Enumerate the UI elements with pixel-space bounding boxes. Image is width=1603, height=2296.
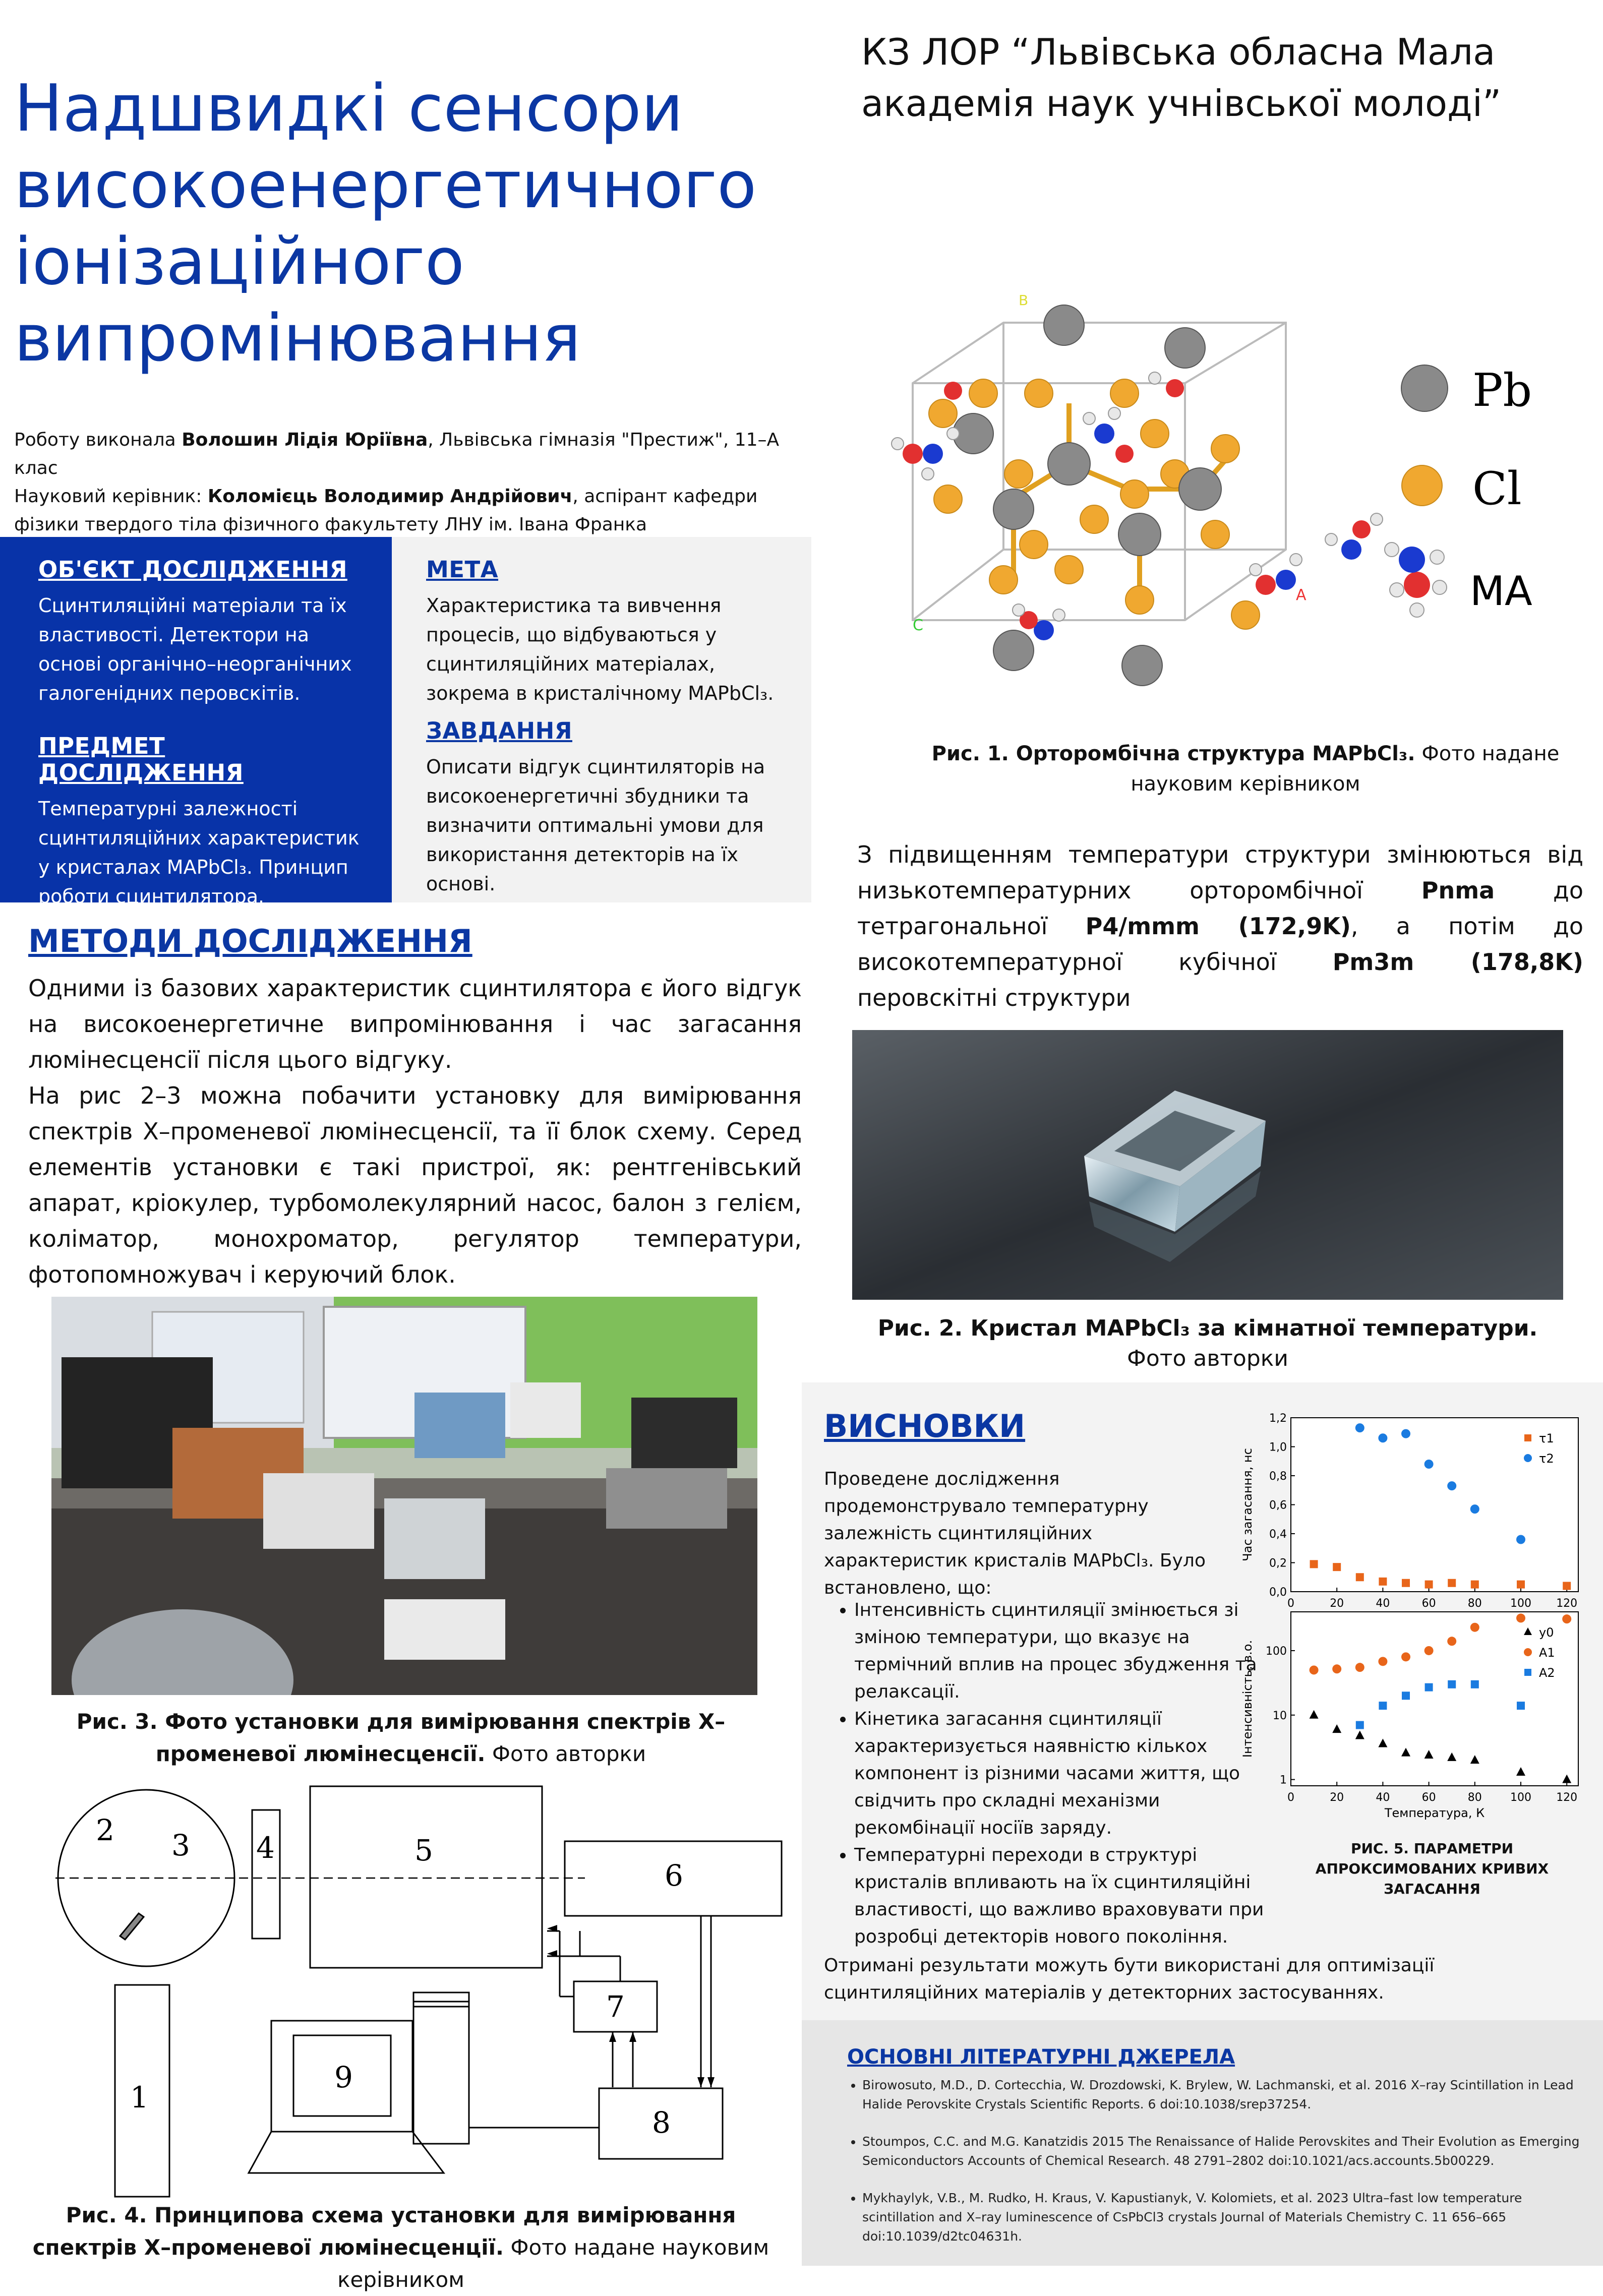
axis-label-b: B <box>1019 292 1029 309</box>
cl-legend-marker <box>1402 465 1442 506</box>
axis-label-c: C <box>913 617 923 634</box>
object-heading: ОБ'ЄКТ ДОСЛІДЖЕННЯ <box>38 556 347 583</box>
schematic-label-9: 9 <box>334 2060 353 2094</box>
chart-y-tick-label: 1,0 <box>1269 1441 1287 1454</box>
chart-x-tick-label: 20 <box>1330 1791 1344 1804</box>
chart-point-A2 <box>1379 1702 1387 1710</box>
setup-photo <box>51 1297 757 1695</box>
conclusions-intro: Проведене дослідження продемонструвало температурну залежність сцинтиляційних характеристик кристалів MAPbCl₃. Було встановлено, що: <box>824 1469 1206 1598</box>
structure-legend <box>1385 364 1532 617</box>
methods-text <box>28 971 802 1293</box>
ma-legend-marker <box>1385 542 1447 617</box>
ma-legend-label: MA <box>1470 568 1532 615</box>
chart-point-A2 <box>1356 1721 1364 1729</box>
chart-y-tick-label: 0,4 <box>1269 1528 1287 1541</box>
setup-photo-illustration <box>51 1297 757 1695</box>
chart-x-tick-label: 20 <box>1330 1597 1344 1610</box>
supervisor-affiliation: , аспірант кафедри фізики твердого тіла фізичного факультету ЛНУ ім. Івана Франка <box>14 486 758 535</box>
chart-legend-label: A2 <box>1539 1666 1555 1680</box>
chart-point-A2 <box>1471 1680 1479 1688</box>
schematic-label-8: 8 <box>652 2105 671 2140</box>
subject-section <box>38 733 371 911</box>
references-list <box>847 2076 1588 2264</box>
chart-point-A2 <box>1448 1680 1456 1688</box>
chart-x-tick-label: 0 <box>1287 1597 1294 1610</box>
chart-point-A1 <box>1355 1663 1364 1672</box>
schematic-label-6: 6 <box>665 1858 683 1893</box>
chart-point-τ2 <box>1424 1460 1434 1469</box>
figure-1-caption <box>918 739 1573 799</box>
conclusions-final: Отримані результати можуть бути використані для оптимізації сцинтиляційних матеріалів у детекторних застосуваннях. <box>824 1955 1435 2003</box>
chart-y-axis-label: Інтенсивність, в.о. <box>1240 1640 1255 1758</box>
schematic-diagram <box>55 1785 787 2198</box>
chart-x-tick-label: 40 <box>1376 1597 1390 1610</box>
supervisor-line <box>14 482 801 539</box>
chart-legend-marker <box>1524 1454 1532 1462</box>
reference-item: • Birowosuto, M.D., D. Cortecchia, W. Drozdowski, K. Brylew, W. Lachmanski, et al. 2016 X–ray Scintillation in Lead Halide Perovskite Crystals Scientific Reports. 6 doi:10.1038/srep37254. <box>862 2076 1588 2114</box>
chart-point-τ1 <box>1563 1582 1571 1590</box>
chart-y-tick-label: 100 <box>1266 1645 1287 1658</box>
pb-legend-label: Pb <box>1472 364 1532 417</box>
decay-parameters-svg <box>1235 1413 1588 1856</box>
methods-paragraph-1: Одними із базових характеристик сцинтилятора є його відгук на високоенергетичне випромінювання і час загасання люмінесценсії після цього відгуку. <box>28 975 802 1073</box>
chart-point-τ1 <box>1471 1581 1479 1589</box>
chart-y-tick-label: 1 <box>1280 1774 1287 1787</box>
chart-point-τ1 <box>1517 1581 1525 1589</box>
conclusion-item: • Температурні переходи в структурі кристалів впливають на їх сцинтиляційні властивості, що важливо враховувати при розробці детекторів нового покоління. <box>854 1842 1278 1951</box>
chart-point-τ2 <box>1516 1535 1525 1544</box>
goal-text: Характеристика та вивчення процесів, що відбуваються у сцинтиляційних матеріалах, зокрема в кристалічному MAPbCl₃. <box>426 594 774 704</box>
schematic-label-2: 2 <box>96 1813 114 1847</box>
chart-legend-marker <box>1524 1669 1531 1676</box>
authors-block <box>14 426 801 539</box>
crystal-structure-figure <box>852 267 1583 706</box>
tasks-section <box>426 717 794 898</box>
chart-point-A1 <box>1378 1657 1387 1666</box>
chart-point-A1 <box>1516 1613 1525 1622</box>
phase-p4mmm: P4/mmm (172,9K) <box>1085 913 1351 940</box>
chart-point-A2 <box>1517 1702 1525 1710</box>
figure-1-caption-credit: Фото надане науковим керівником <box>1131 742 1560 796</box>
conclusions-list <box>824 1597 1278 1951</box>
chart-x-tick-label: 100 <box>1510 1597 1531 1610</box>
crystal-photo-illustration <box>852 1030 1563 1300</box>
figure-3-caption-credit: Фото авторки <box>485 1741 646 1766</box>
chart-x-tick-label: 80 <box>1467 1597 1482 1610</box>
schematic-label-7: 7 <box>606 1989 625 2024</box>
chart-point-A1 <box>1424 1646 1434 1655</box>
chart-point-A1 <box>1401 1652 1410 1661</box>
chart-point-A1 <box>1470 1623 1479 1632</box>
chart-y-tick-label: 10 <box>1273 1709 1287 1722</box>
figure-3-caption-title: Рис. 3. Фото установки для вимірювання спектрів Х–променевої люмінесценсії. <box>76 1709 726 1766</box>
supervisor-name: Коломієць Володимир Андрійович <box>207 486 573 507</box>
chart-point-τ1 <box>1333 1563 1341 1571</box>
transitions-text-4: перовскітні структури <box>857 984 1131 1011</box>
figure-4-caption <box>20 2199 782 2296</box>
figure-3-caption <box>20 1706 782 1770</box>
chart-x-tick-label: 60 <box>1421 1597 1436 1610</box>
chart-point-τ2 <box>1470 1504 1479 1514</box>
chart-y-tick-label: 0,0 <box>1269 1586 1287 1599</box>
transitions-text-3: , а потім до високотемпературної кубічної <box>857 913 1584 976</box>
pb-legend-marker <box>1401 365 1448 411</box>
references-panel <box>802 2020 1603 2266</box>
conclusion-item: • Кінетика загасання сцинтиляції характеризується наявністю кількох компонент із різними часами життя, що свідчить про складні механізми рекомбінації носіїв заряду. <box>854 1706 1278 1842</box>
axis-label-a: A <box>1296 586 1307 604</box>
chart-y-tick-label: 0,2 <box>1269 1557 1287 1570</box>
phase-pnma: Pnma <box>1421 877 1495 904</box>
figure-2-caption-title: Рис. 2. Кристал MAPbCl₃ за кімнатної температури. <box>877 1315 1538 1341</box>
chart-point-A1 <box>1562 1614 1571 1623</box>
cl-legend-label: Cl <box>1472 462 1522 515</box>
chart-x-tick-label: 120 <box>1556 1791 1578 1804</box>
methods-heading: МЕТОДИ ДОСЛІДЖЕННЯ <box>28 923 472 959</box>
reference-item: • Stoumpos, C.C. and M.G. Kanatzidis 2015 The Renaissance of Halide Perovskites and Their Evolution as Emerging Semiconductors Accounts of Chemical Research. 48 2791–2802 doi:10.1021/acs.accounts.5b00229. <box>862 2132 1588 2170</box>
conclusions-heading: ВИСНОВКИ <box>824 1408 1026 1444</box>
figure-2-caption-credit: Фото авторки <box>1127 1346 1288 1371</box>
phase-transitions-text <box>857 837 1583 1016</box>
chart-point-A1 <box>1310 1665 1319 1674</box>
schematic-label-4: 4 <box>256 1831 275 1865</box>
chart-x-tick-label: 40 <box>1376 1791 1390 1804</box>
transitions-text-2: до тетрагональної <box>857 877 1584 940</box>
chart-x-axis-label: Температура, К <box>1384 1806 1485 1820</box>
conclusion-item: • Інтенсивність сцинтиляції змінюється зі зміною температури, що вказує на термічний вплив на процес збудження та релаксації. <box>854 1597 1278 1706</box>
chart-legend-label: y0 <box>1539 1625 1554 1640</box>
chart-y-tick-label: 0,8 <box>1269 1470 1287 1483</box>
object-section <box>38 556 371 708</box>
chart-x-tick-label: 60 <box>1421 1791 1436 1804</box>
chart-legend-label: A1 <box>1539 1646 1555 1660</box>
schematic-label-5: 5 <box>414 1833 433 1867</box>
author-prefix: Роботу виконала <box>14 430 182 450</box>
chart-point-τ2 <box>1355 1423 1364 1432</box>
subject-text: Температурні залежності сцинтиляційних характеристик у кристалах MAPbCl₃. Принцип роботи сцинтилятора. <box>38 798 360 908</box>
chart-point-τ1 <box>1448 1579 1456 1587</box>
schematic-label-1: 1 <box>130 2080 149 2114</box>
chart-x-tick-label: 0 <box>1287 1791 1294 1804</box>
chart-y-tick-label: 0,6 <box>1269 1499 1287 1512</box>
figure-4-caption-credit: Фото надане науковим керівником <box>337 2235 769 2292</box>
goal-tasks-panel <box>392 537 811 902</box>
author-line <box>14 426 801 482</box>
chart-point-A1 <box>1332 1664 1341 1673</box>
chart-x-tick-label: 80 <box>1467 1791 1482 1804</box>
figure-2-caption <box>852 1313 1563 1374</box>
chart-legend-marker <box>1524 1434 1531 1441</box>
goal-section <box>426 556 794 708</box>
chart-x-tick-label: 120 <box>1556 1597 1578 1610</box>
goal-heading: МЕТА <box>426 556 499 583</box>
setup-schematic <box>55 1785 787 2198</box>
chart-x-tick-label: 100 <box>1510 1791 1531 1804</box>
methods-paragraph-2: На рис 2–3 можна побачити установку для вимірювання спектрів Х–променевої люмінесценсії, та її блок схему. Серед елементів установки є такі пристрої, як: рентгенівський апарат, кріокулер, турбомолекулярний насос, балон з гелієм, коліматор, монохроматор, регулятор температури, фотопомножувач і керуючий блок. <box>28 1082 802 1288</box>
schematic-label-3: 3 <box>171 1828 190 1862</box>
chart-legend-label: τ2 <box>1539 1452 1554 1466</box>
phase-pm3m: Pm3m (178,8K) <box>1332 948 1583 976</box>
chart-legend-label: τ1 <box>1539 1431 1554 1445</box>
chart-point-τ1 <box>1402 1579 1410 1587</box>
reference-item: • Mykhaylyk, V.B., M. Rudko, H. Kraus, V. Kapustianyk, V. Kolomiets, et al. 2023 Ultra–fast low temperature scintillation and X–ray luminescence of CsPbCl3 crystals Journal of Materials Chemistry C. 11 656–665 doi:10.1039/d2tc04631h. <box>862 2189 1588 2246</box>
chart-plot-area <box>1291 1612 1578 1786</box>
chart-point-τ2 <box>1447 1481 1456 1490</box>
crystal-structure-illustration <box>852 267 1583 706</box>
chart-legend-marker <box>1524 1648 1532 1656</box>
supervisor-prefix: Науковий керівник: <box>14 486 208 507</box>
decay-parameters-chart <box>1235 1413 1588 1856</box>
chart-point-A2 <box>1402 1691 1410 1700</box>
object-subject-panel <box>0 537 392 908</box>
chart-point-τ1 <box>1310 1560 1318 1568</box>
tasks-text: Описати відгук сцинтиляторів на високоенергетичні збудники та визначити оптимальні умови для використання детекторів на їх основі. <box>426 756 765 895</box>
chart-point-τ1 <box>1425 1581 1433 1589</box>
subject-heading: ПРЕДМЕТ ДОСЛІДЖЕННЯ <box>38 733 244 786</box>
transitions-text-1: З підвищенням температури структури змінюються від низькотемпературних орторомбічної <box>857 841 1583 904</box>
author-school: , Львівська гімназія "Престиж", 11–А клас <box>14 430 780 478</box>
conclusions-panel <box>802 1382 1603 2020</box>
figure-4-caption-title: Рис. 4. Принципова схема установки для вимірювання спектрів Х–променевої люмінесценції. <box>32 2203 736 2260</box>
chart-point-τ1 <box>1379 1578 1387 1586</box>
poster-title: Надшвидкі сенсори високоенергетичного іонізаційного випромінювання <box>14 71 757 376</box>
tasks-heading: ЗАВДАННЯ <box>426 717 572 744</box>
object-text: Сцинтиляційні матеріали та їх властивості. Детектори на основі органічно–неорганічних галогенідних перовскітів. <box>38 594 352 704</box>
references-heading: ОСНОВНІ ЛІТЕРАТУРНІ ДЖЕРЕЛА <box>847 2045 1235 2069</box>
chart-point-A1 <box>1447 1637 1456 1646</box>
organization-name: КЗ ЛОР “Львівська обласна Мала академія наук учнівської молоді” <box>861 31 1502 125</box>
chart-y-axis-label: Час загасання, нс <box>1240 1448 1255 1561</box>
crystal-photo <box>852 1030 1563 1300</box>
figure-5-caption: РИС. 5. ПАРАМЕТРИ АПРОКСИМОВАНИХ КРИВИХ ЗАГАСАННЯ <box>1315 1840 1549 1897</box>
chart-point-τ1 <box>1356 1573 1364 1581</box>
chart-point-τ2 <box>1401 1429 1410 1438</box>
author-name: Волошин Лідія Юріївна <box>182 430 428 450</box>
chart-point-A2 <box>1425 1683 1433 1691</box>
figure-1-caption-title: Рис. 1. Орторомбічна структура MAPbCl₃. <box>931 742 1415 765</box>
chart-point-τ2 <box>1378 1433 1387 1442</box>
chart-y-tick-label: 1,2 <box>1269 1413 1287 1425</box>
